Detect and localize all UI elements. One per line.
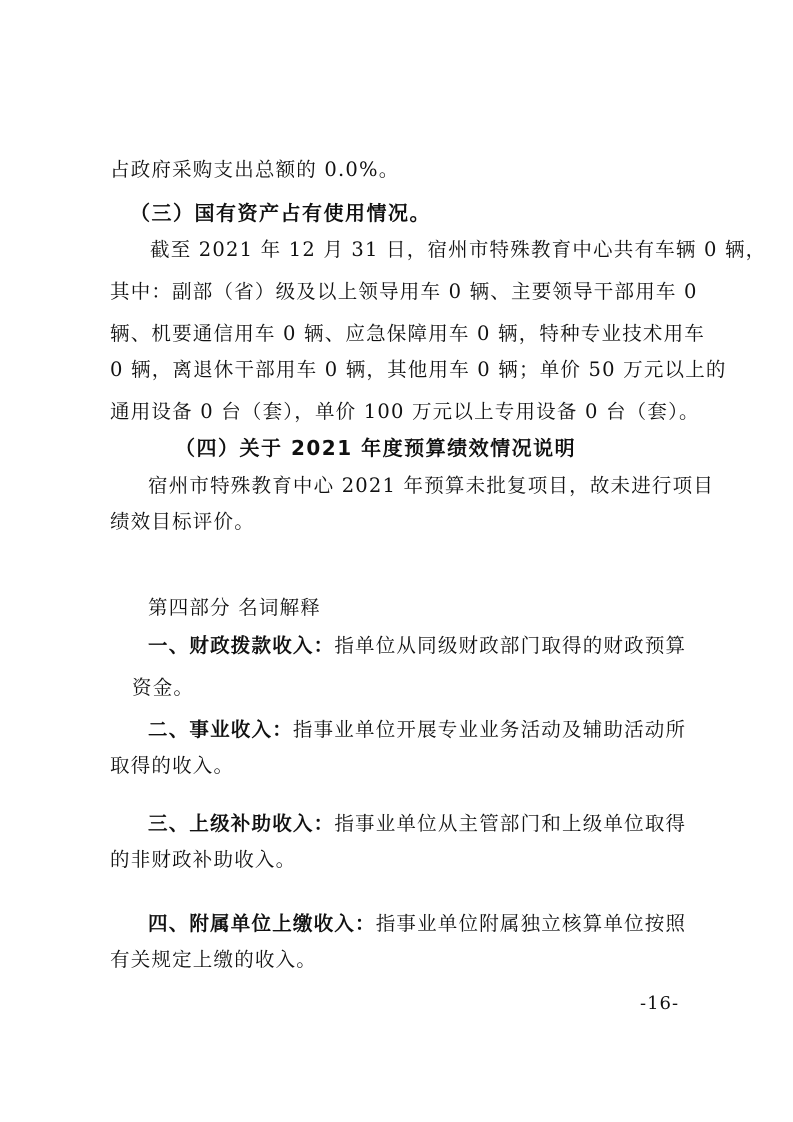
term-definition: 指事业单位开展专业业务活动及辅助活动所	[292, 718, 687, 741]
term-definition: 指事业单位附属独立核算单位按照	[375, 912, 687, 935]
term-label: 四、附属单位上缴收入：	[148, 912, 376, 935]
body-text-line: 取得的收入。	[110, 754, 235, 777]
term-line-4	[148, 910, 686, 938]
body-text-line: 辆、机要通信用车 0 辆、应急保障用车 0 辆，特种专业技术用车	[110, 322, 706, 345]
section-heading-3: （三）国有资产占有使用情况。	[130, 201, 431, 225]
term-line-2	[148, 716, 686, 744]
term-label: 三、上级补助收入：	[148, 812, 335, 835]
term-definition: 指单位从同级财政部门取得的财政预算	[334, 634, 687, 657]
body-text-line: 其中：副部（省）级及以上领导用车 0 辆、主要领导干部用车 0	[110, 280, 698, 303]
body-text-line: 的非财政补助收入。	[110, 848, 297, 871]
page-number: -16-	[640, 993, 680, 1014]
term-label: 二、事业收入：	[148, 718, 293, 741]
term-line-1	[148, 632, 686, 660]
term-definition: 指事业单位从主管部门和上级单位取得	[334, 812, 687, 835]
body-text-line: 截至 2021 年 12 月 31 日，宿州市特殊教育中心共有车辆 0 辆，	[150, 238, 767, 261]
body-text-line: 资金。	[132, 676, 195, 699]
part-heading: 第四部分 名词解释	[148, 596, 321, 619]
body-text-line: 宿州市特殊教育中心 2021 年预算未批复项目，故未进行项目	[148, 474, 715, 497]
section-heading-4: （四）关于 2021 年度预算绩效情况说明	[175, 436, 577, 460]
body-text-line: 0 辆，离退休干部用车 0 辆，其他用车 0 辆；单价 50 万元以上的	[110, 358, 727, 381]
term-label: 一、财政拨款收入：	[148, 634, 335, 657]
body-text-line: 绩效目标评价。	[110, 510, 255, 533]
body-text-line: 占政府采购支出总额的 0.0%。	[110, 158, 400, 181]
body-text-line: 通用设备 0 台（套），单价 100 万元以上专用设备 0 台（套）。	[110, 400, 700, 423]
term-line-3	[148, 810, 686, 838]
body-text-line: 有关规定上缴的收入。	[110, 948, 318, 971]
